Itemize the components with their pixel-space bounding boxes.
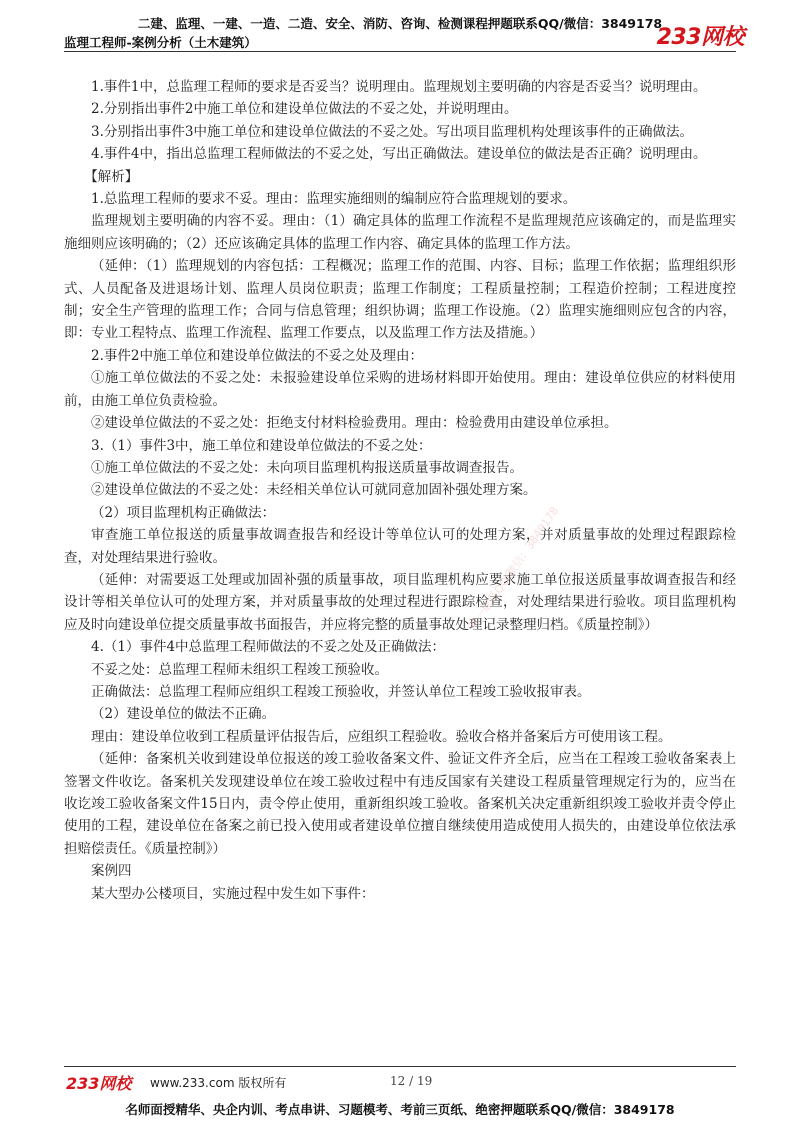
- paragraph: 1.事件1中，总监理工程师的要求是否妥当？说明理由。监理规划主要明确的内容是否妥当？说明理由。: [91, 79, 707, 95]
- paragraph: 正确做法：总监理工程师应组织工程竣工预验收，并签认单位工程竣工验收报审表。: [91, 683, 591, 700]
- footer-divider: [64, 1066, 736, 1067]
- paragraph: （延伸：备案机关收到建设单位报送的竣工验收备案文件、验证文件齐全后，应当在工程竣工验收备案表上签署文件收讫。备案机关发现建设单位在竣工验收过程中有违反国家有关建设工程质量管理规定行为的，应当在收讫竣工验收备案文件15日内，责令停止使用，重新组织竣工验收。备案机关决定重新组织竣工验收并责令停止使用的工程，建设单位在备案之前已投入使用或者建设单位擅自继续使用造成使用人损失的，由建设单位依法承担赔偿责任。《质量控制》）: [64, 751, 736, 857]
- paragraph: 不妥之处：总监理工程师未组织工程竣工预验收。: [91, 661, 388, 678]
- paragraph: 4.事件4中，指出总监理工程师做法的不妥之处，写出正确做法。建设单位的做法是否正确？说明理由。: [91, 146, 707, 163]
- paragraph: （延伸：（1）监理规划的内容包括：工程概况；监理工作的范围、内容、目标；监理工作依据；监理组织形式、人员配备及进退场计划、监理人员岗位职责；监理工作制度；工程质量控制；工程造价控制；工程进度控制；安全生产管理的监理工作；合同与信息管理；组织协调；监理工作设施。（2）监理实施细则应包含的内容，即：专业工程特点、监理工作流程、监理工作要点，以及监理工作方法及措施。）: [64, 258, 736, 342]
- paragraph: （延伸：对需要返工处理或加固补强的质量事故，项目监理机构应要求施工单位报送质量事故调查报告和经设计等相关单位认可的处理方案，并对质量事故的处理过程进行跟踪检查，对处理结果进行验收。项目监理机构应及时向建设单位提交质量事故书面报告，并应将完整的质量事故处理记录整理归档。《质量控制》）: [64, 571, 736, 633]
- page-number: 12 / 19: [390, 1074, 433, 1088]
- paragraph: 3.分别指出事件3中施工单位和建设单位做法的不妥之处。写出项目监理机构处理该事件的正确做法。: [91, 123, 693, 140]
- paragraph: 某大型办公楼项目，实施过程中发生如下事件：: [91, 885, 375, 902]
- document-body: [64, 76, 736, 905]
- paragraph: 3.（1）事件3中，施工单位和建设单位做法的不妥之处：: [91, 437, 432, 454]
- paragraph: 4.（1）事件4中总监理工程师做法的不妥之处及正确做法：: [91, 639, 446, 656]
- section-heading: 【解析】: [84, 168, 139, 185]
- header-subtitle: 监理工程师-案例分析（土木建筑）: [64, 35, 257, 50]
- footer-bottom-line: 名师面授精华、央企内训、考点串讲、习题模考、考前三页纸、绝密押题联系QQ/微信：3849178: [125, 1102, 675, 1117]
- header-top-line: 二建、监理、一建、一造、二造、安全、消防、咨询、检测课程押题联系QQ/微信：3849178: [137, 16, 663, 31]
- header-logo: 233网校: [656, 25, 744, 50]
- paragraph: 2.分别指出事件2中施工单位和建设单位做法的不妥之处，并说明理由。: [91, 101, 518, 118]
- paragraph: ①施工单位做法的不妥之处：未报验建设单位采购的进场材料即开始使用。理由：建设单位供应的材料使用前，由施工单位负责检验。: [64, 370, 736, 409]
- paragraph: ②建设单位做法的不妥之处：拒绝支付材料检验费用。理由：检验费用由建设单位承担。: [91, 415, 618, 432]
- paragraph: 案例四: [91, 863, 132, 880]
- header-divider: [64, 51, 736, 52]
- watermark: 唯一联系QQ/微信：3849178: [466, 504, 562, 633]
- paragraph: 1.总监理工程师的要求不妥。理由：监理实施细则的编制应符合监理规划的要求。: [91, 191, 577, 208]
- paragraph: 2.事件2中施工单位和建设单位做法的不妥之处及理由：: [91, 347, 423, 364]
- paragraph: 审查施工单位报送的质量事故调查报告和经设计等单位认可的处理方案，并对质量事故的处理过程跟踪检查，对处理结果进行验收。: [64, 527, 736, 566]
- paragraph: ②建设单位做法的不妥之处：未经相关单位认可就同意加固补强处理方案。: [91, 482, 537, 499]
- paragraph: （2）项目监理机构正确做法：: [91, 504, 276, 521]
- footer-logo: 233网校: [66, 1074, 132, 1093]
- paragraph: ①施工单位做法的不妥之处：未向项目监理机构报送质量事故调查报告。: [91, 459, 523, 476]
- paragraph: （2）建设单位的做法不正确。: [91, 706, 276, 723]
- paragraph: 监理规划主要明确的内容不妥。理由：（1）确定具体的监理工作流程不是监理规范应该确定的，而是监理实施细则应该明确的；（2）还应该确定具体的监理工作内容、确定具体的监理工作方法。: [64, 213, 736, 252]
- footer-site: www.233.com 版权所有: [150, 1076, 287, 1090]
- paragraph: 理由：建设单位收到工程质量评估报告后，应组织工程验收。验收合格并备案后方可使用该工程。: [91, 728, 672, 745]
